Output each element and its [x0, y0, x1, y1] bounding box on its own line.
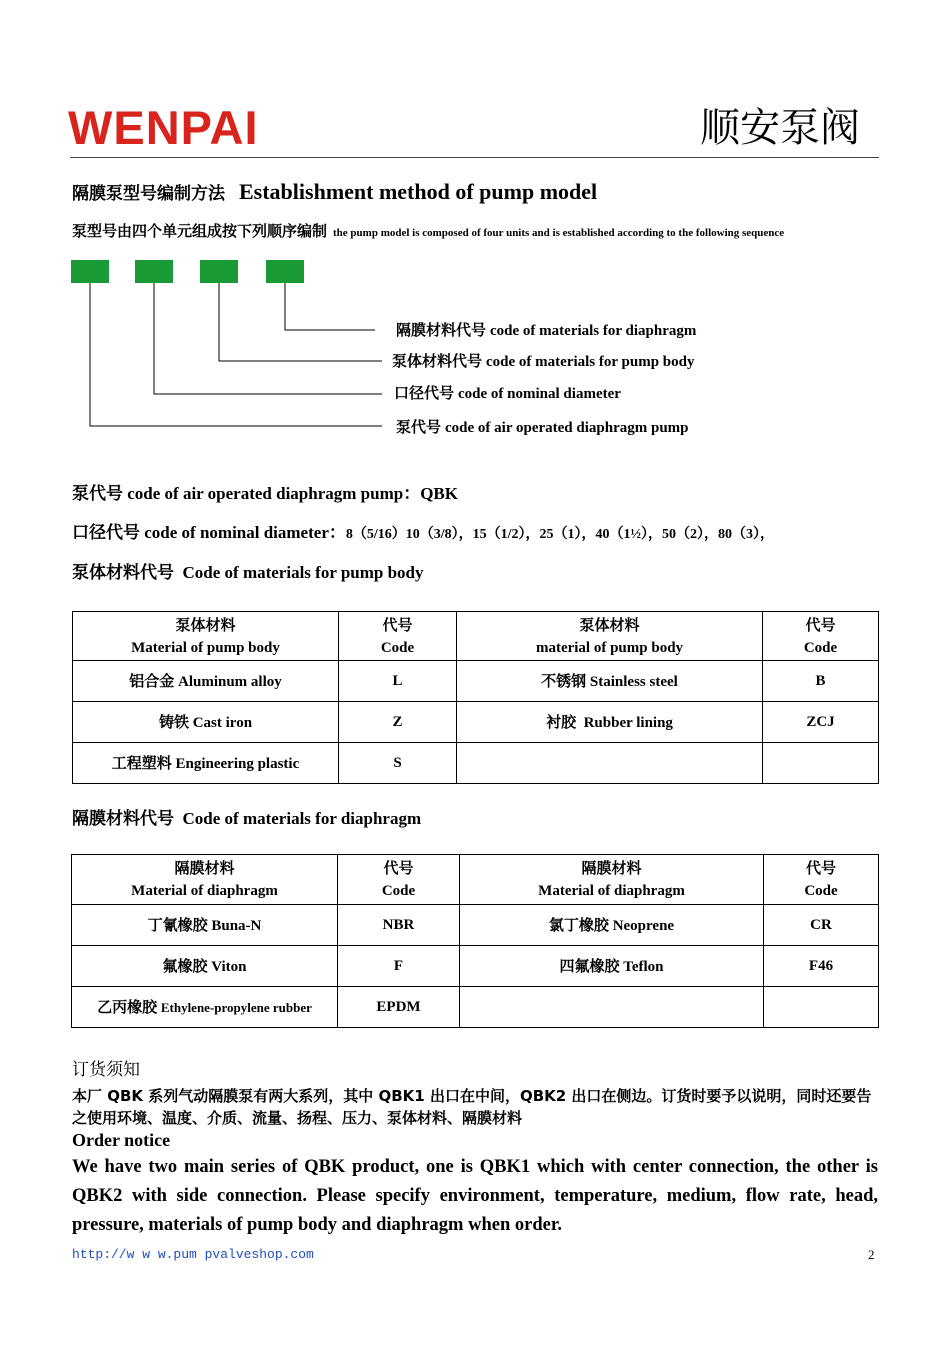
- sequence-label-diameter: [394, 383, 621, 404]
- page-subtitle: [72, 220, 784, 244]
- connector-line-4: [285, 283, 375, 330]
- brand-logo: WENPAI: [68, 101, 259, 154]
- unit-box-2: [135, 260, 173, 283]
- order-notice-heading-en: Order notice: [72, 1130, 171, 1150]
- order-notice-heading-cn: 订货须知: [72, 1060, 140, 1080]
- table-cell: 四氟橡胶 Teflon: [460, 946, 764, 987]
- order-notice-text-en: We have two main series of QBK product, one is QBK1 which with center connection, the other is QBK2 with side connection. Please specify environment, temperature, medium, flow rate, head, pressure, materials of pump body and diaphragm when order.: [72, 1157, 878, 1235]
- table-cell: EPDM: [338, 987, 460, 1028]
- header-cell: 代号 Code: [338, 855, 460, 905]
- sequence-label-body: [392, 351, 695, 372]
- sequence-label-body-cn: 泵体材料代号: [392, 352, 483, 370]
- table-cell: 乙丙橡胶 Ethylene-propylene rubber: [72, 987, 338, 1028]
- table-cell: Z: [339, 702, 457, 743]
- header-cell: 代号 Code: [339, 612, 457, 661]
- table-row: [73, 661, 879, 702]
- diaphragm-material-table: [71, 854, 879, 1028]
- table-cell: 丁氰橡胶 Buna-N: [72, 905, 338, 946]
- connector-line-1: [90, 283, 382, 426]
- header-cell: 泵体材料 Material of pump body: [73, 612, 339, 661]
- table-cell: [764, 987, 879, 1028]
- table-header-row: [73, 612, 879, 661]
- table-cell: 不锈钢 Stainless steel: [457, 661, 763, 702]
- header-divider: [70, 157, 879, 158]
- page-number: 2: [868, 1247, 875, 1262]
- table-cell: [457, 743, 763, 784]
- table-cell: 铝合金 Aluminum alloy: [73, 661, 339, 702]
- table-row: [72, 905, 879, 946]
- diaphragm-section-cn: 隔膜材料代号: [72, 809, 174, 829]
- sequence-label-diameter-cn: 口径代号: [394, 384, 455, 402]
- table-cell: 氯丁橡胶 Neoprene: [460, 905, 764, 946]
- body-section-en: Code of materials for pump body: [182, 563, 424, 582]
- table-cell: 铸铁 Cast iron: [73, 702, 339, 743]
- sequence-label-diaphragm-en: code of materials for diaphragm: [490, 323, 697, 339]
- table-cell: F46: [764, 946, 879, 987]
- header-cell: 代号 Code: [764, 855, 879, 905]
- sequence-label-pump-en: code of air operated diaphragm pump: [445, 420, 689, 436]
- table-cell: B: [763, 661, 879, 702]
- table-row: [73, 702, 879, 743]
- pump-code-value: QBK: [420, 484, 458, 503]
- table-row: [72, 946, 879, 987]
- table-cell: F: [338, 946, 460, 987]
- brand-chinese-name: 顺安泵阀: [700, 105, 860, 151]
- page-subtitle-en: the pump model is composed of four units and is established according to the following sequence: [333, 227, 785, 239]
- page-title: [72, 178, 597, 208]
- pump-code-line: [72, 482, 458, 506]
- header-cell: 泵体材料 material of pump body: [457, 612, 763, 661]
- diaphragm-section-en: Code of materials for diaphragm: [182, 809, 422, 828]
- header-cell: 隔膜材料 Material of diaphragm: [460, 855, 764, 905]
- connector-line-3: [219, 283, 382, 361]
- footer-website-link[interactable]: http://w w w.pum pvalveshop.com: [72, 1247, 314, 1262]
- table-cell: NBR: [338, 905, 460, 946]
- table-cell: 工程塑料 Engineering plastic: [73, 743, 339, 784]
- sequence-label-pump: [396, 417, 689, 438]
- table-row: [73, 743, 879, 784]
- sequence-label-diaphragm: [396, 320, 696, 341]
- sequence-label-diameter-en: code of nominal diameter: [458, 386, 621, 402]
- table-cell: 氟橡胶 Viton: [72, 946, 338, 987]
- table-cell: L: [339, 661, 457, 702]
- diameter-code-cn: 口径代号: [72, 523, 140, 543]
- header-cell: 代号 Code: [763, 612, 879, 661]
- page-title-en: Establishment method of pump model: [239, 179, 598, 204]
- diameter-code-line: [72, 521, 774, 547]
- table-cell: 衬胶 Rubber lining: [457, 702, 763, 743]
- table-cell: [460, 987, 764, 1028]
- sequence-label-pump-cn: 泵代号: [396, 418, 442, 436]
- body-material-table: [72, 611, 879, 784]
- order-notice-text-cn: 本厂 QBK 系列气动隔膜泵有两大系列，其中 QBK1 出口在中间，QBK2 出口在侧边。订货时要予以说明，同时还要告之使用环境、温度、介质、流量、扬程、压力、泵体材料、隔膜材料: [72, 1087, 872, 1127]
- sequence-label-diaphragm-cn: 隔膜材料代号: [396, 321, 487, 339]
- table-cell: [763, 743, 879, 784]
- table-header-row: [72, 855, 879, 905]
- table-cell: S: [339, 743, 457, 784]
- sequence-label-body-en: code of materials for pump body: [486, 354, 695, 370]
- table-cell: CR: [764, 905, 879, 946]
- pump-code-en: code of air operated diaphragm pump：: [127, 484, 421, 503]
- diaphragm-section-heading: [72, 807, 421, 831]
- diameter-code-en: code of nominal diameter：: [144, 523, 346, 542]
- unit-box-1: [71, 260, 109, 283]
- connector-line-2: [154, 283, 382, 394]
- unit-box-3: [200, 260, 238, 283]
- diameter-code-values: 8（5/16）10（3/8），15（1/2），25（1），40（1½），50（2），80（3），: [345, 527, 775, 542]
- header-cell: 隔膜材料 Material of diaphragm: [72, 855, 338, 905]
- body-section-heading: [72, 561, 424, 585]
- table-row: [72, 987, 879, 1028]
- body-section-cn: 泵体材料代号: [72, 563, 174, 583]
- unit-box-4: [266, 260, 304, 283]
- pump-code-cn: 泵代号: [72, 484, 123, 504]
- page-subtitle-cn: 泵型号由四个单元组成按下列顺序编制: [72, 222, 328, 240]
- table-cell: ZCJ: [763, 702, 879, 743]
- page-title-cn: 隔膜泵型号编制方法: [72, 184, 225, 204]
